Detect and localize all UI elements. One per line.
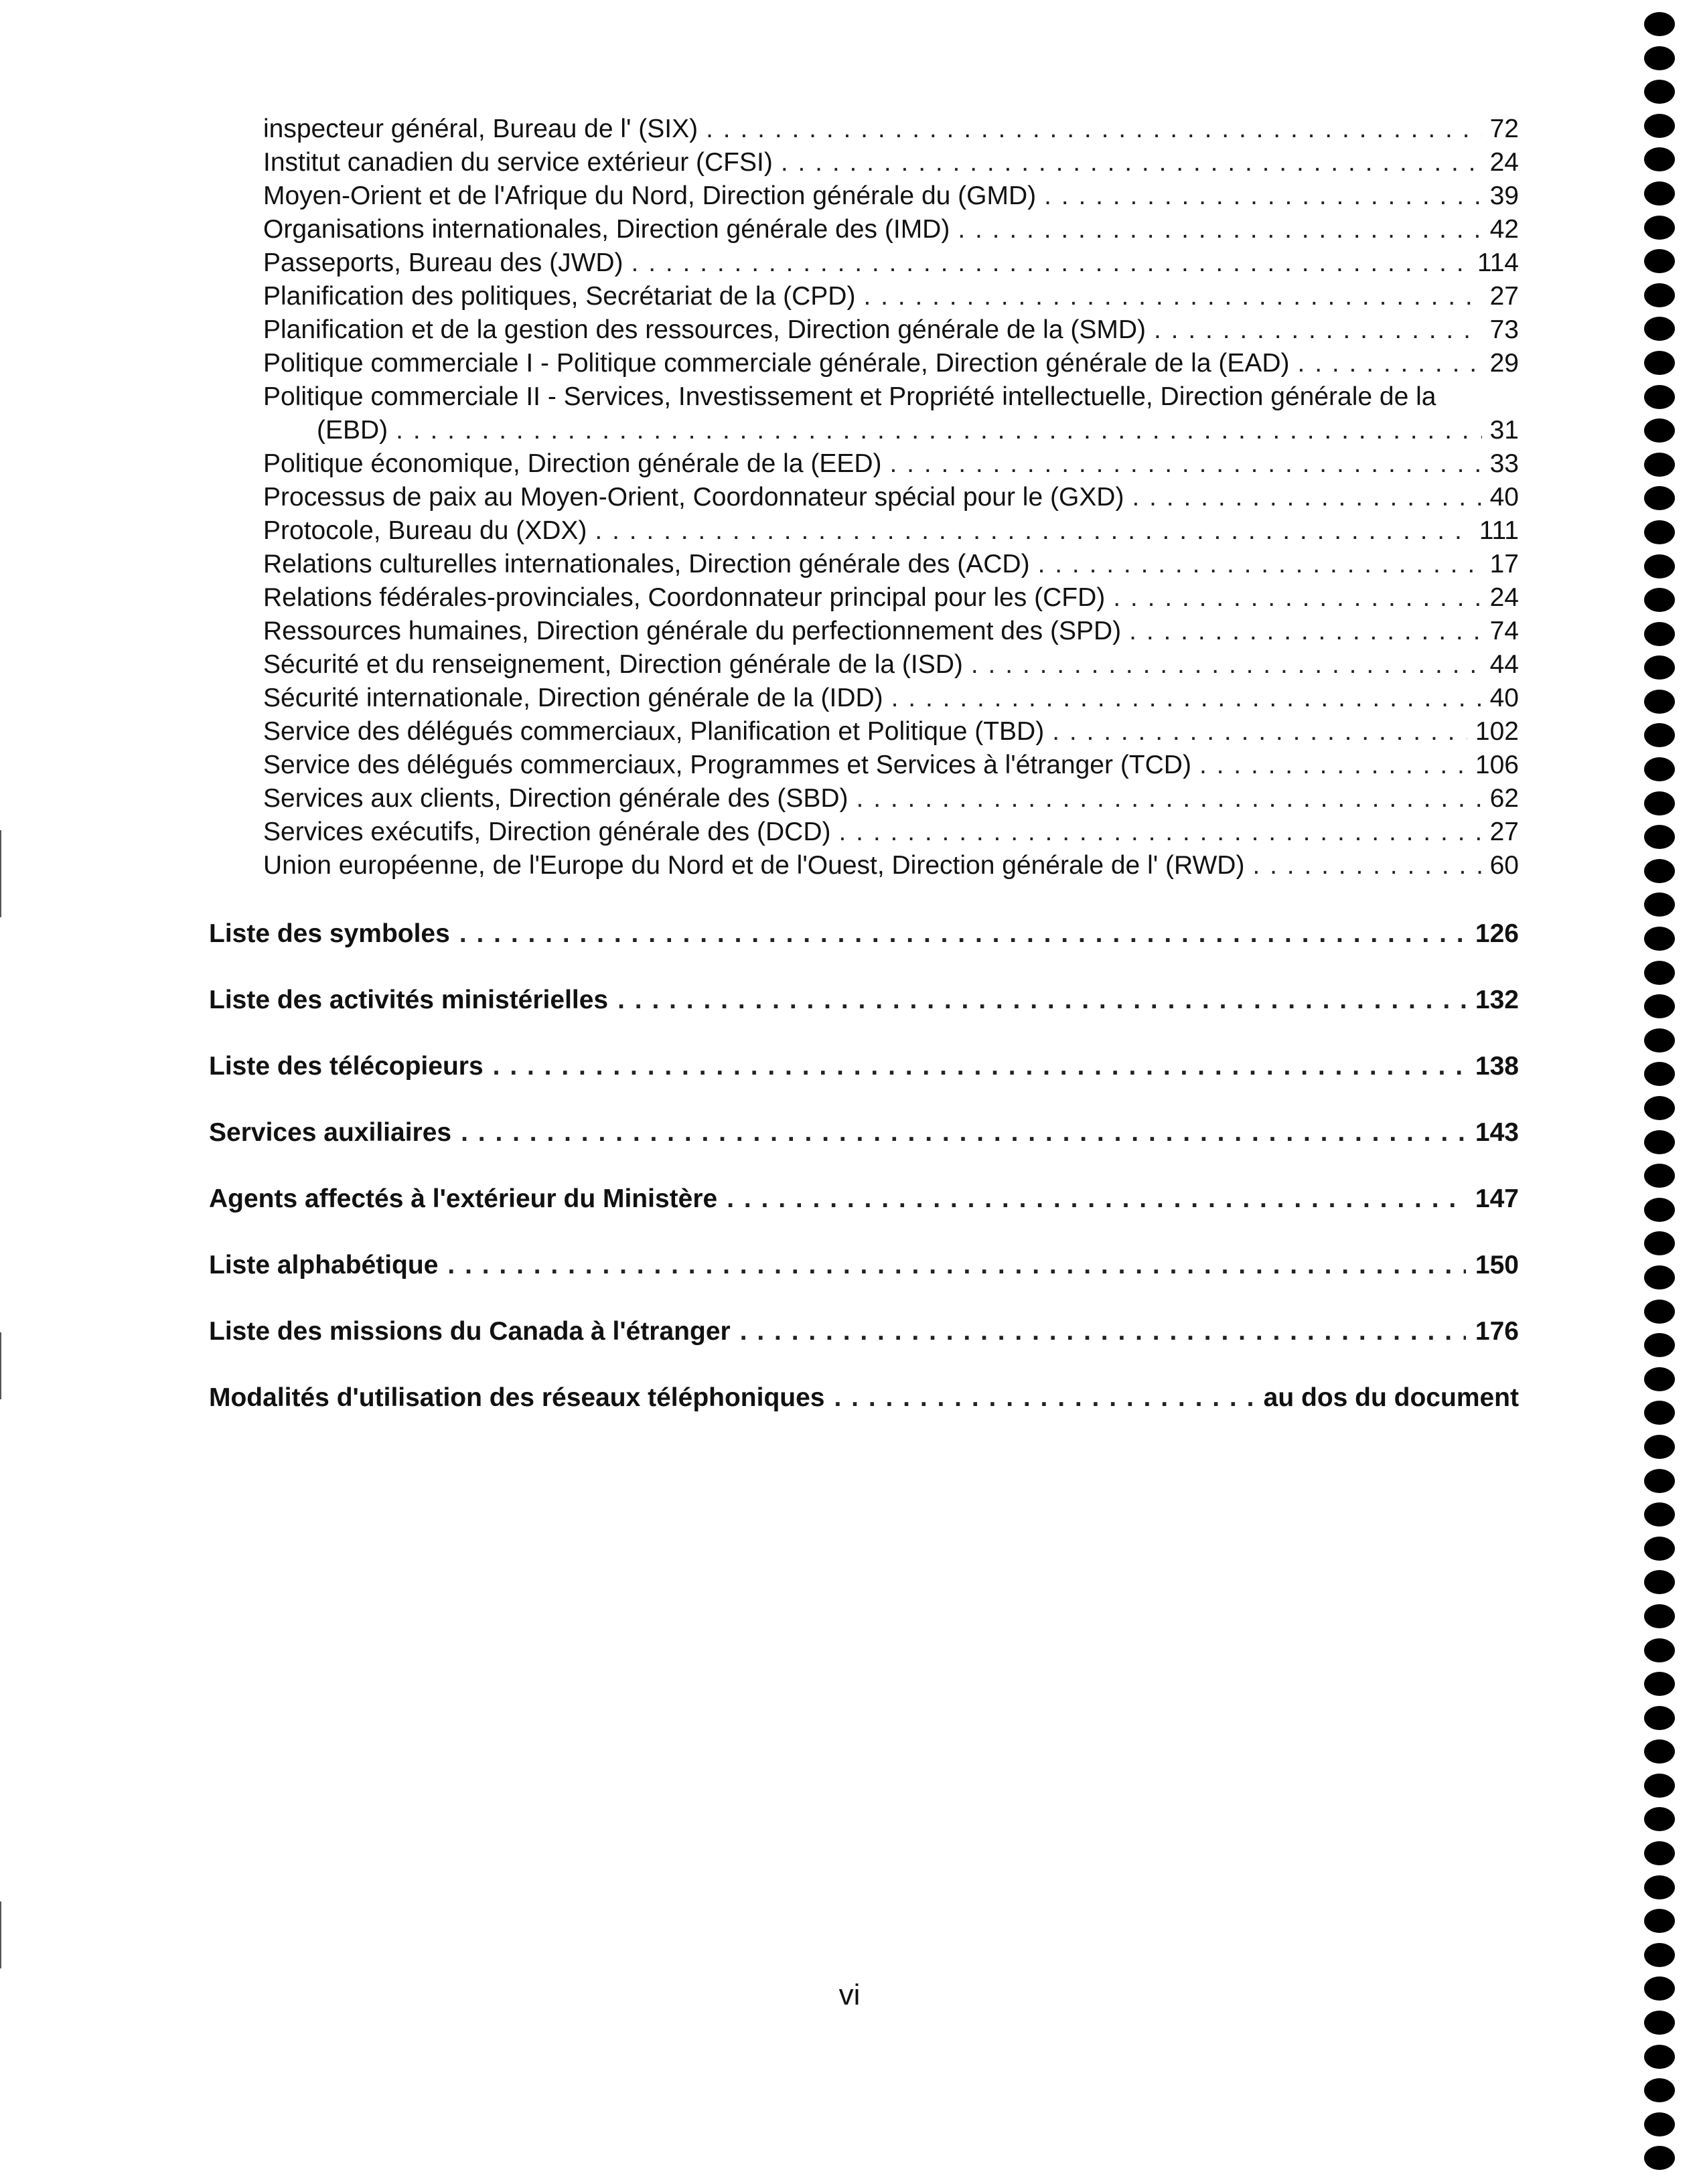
binding-holes: [1644, 12, 1682, 2180]
binding-hole: [1644, 1062, 1675, 1086]
binding-hole: [1644, 1537, 1675, 1561]
page-number: vi: [838, 1978, 861, 2011]
entry-page: 31: [1489, 416, 1519, 445]
binding-hole: [1644, 418, 1675, 443]
section-title: Liste des activités ministérielles: [209, 986, 609, 1014]
section-page: 176: [1475, 1317, 1519, 1346]
toc-section-alphabetique: [209, 1249, 1519, 1315]
binding-hole: [1644, 1231, 1675, 1255]
toc-section-telecopieurs: [209, 1050, 1519, 1116]
toc-entry-eed: [263, 447, 1519, 481]
entry-title: Planification des politiques, Secrétariat de la (CPD): [263, 282, 856, 311]
entry-page: 24: [1489, 148, 1519, 177]
dot-leader: [493, 1050, 1466, 1083]
entry-title: Processus de paix au Moyen-Orient, Coordonnateur spécial pour le (GXD): [263, 483, 1124, 512]
binding-hole: [1644, 453, 1675, 477]
binding-hole: [1644, 1706, 1675, 1730]
toc-entry-ebd: [263, 380, 1519, 447]
entry-title: Politique commerciale II - Services, Investissement et Propriété intellectuelle, Direction générale de la: [263, 382, 1436, 411]
binding-hole: [1644, 757, 1675, 781]
toc-main-sections: [209, 917, 1519, 1448]
binding-hole: [1644, 1469, 1675, 1493]
entry-page: 74: [1489, 617, 1519, 645]
dot-leader: [1298, 347, 1482, 380]
dot-leader: [1113, 581, 1481, 615]
dot-leader: [890, 447, 1482, 481]
binding-hole: [1644, 1672, 1675, 1696]
entry-title: Politique commerciale I - Politique commerciale générale, Direction générale de la (EAD): [263, 349, 1290, 378]
dot-leader: [447, 1249, 1466, 1282]
toc-sub-entries: [263, 112, 1519, 882]
binding-hole: [1644, 385, 1675, 409]
binding-hole: [1644, 2045, 1675, 2069]
toc-section-agents: [209, 1182, 1519, 1249]
dot-leader: [632, 246, 1469, 280]
entry-page: 39: [1489, 181, 1519, 210]
entry-title: Relations culturelles internationales, Direction générale des (ACD): [263, 550, 1030, 578]
entry-title: Protocole, Bureau du (XDX): [263, 516, 587, 545]
margin-scan-mark: [0, 830, 1, 917]
entry-title: Passeports, Bureau des (JWD): [263, 248, 623, 277]
binding-hole: [1644, 1909, 1675, 1933]
binding-hole: [1644, 825, 1675, 849]
toc-entry-spd: [263, 615, 1519, 648]
dot-leader: [863, 280, 1481, 313]
entry-title: Service des délégués commerciaux, Planification et Politique (TBD): [263, 717, 1045, 746]
binding-hole: [1644, 994, 1675, 1018]
section-page: 132: [1475, 986, 1519, 1014]
dot-leader: [1199, 749, 1467, 782]
entry-page: 27: [1489, 282, 1519, 311]
entry-page: 72: [1489, 114, 1519, 143]
binding-hole: [1644, 351, 1675, 375]
entry-title: Sécurité et du renseignement, Direction générale de la (ISD): [263, 650, 963, 679]
dot-leader: [1129, 615, 1481, 648]
binding-hole: [1644, 80, 1675, 104]
toc-section-services-auxiliaires: [209, 1116, 1519, 1182]
binding-hole: [1644, 2112, 1675, 2136]
section-page: 138: [1475, 1052, 1519, 1081]
binding-hole: [1644, 2146, 1675, 2170]
binding-hole: [1644, 1570, 1675, 1594]
toc-entry-idd: [263, 682, 1519, 715]
dot-leader: [727, 1182, 1466, 1216]
binding-hole: [1644, 1976, 1675, 2001]
toc-entry-cfd: [263, 581, 1519, 615]
toc-entry-sbd: [263, 782, 1519, 815]
section-title: Liste des symboles: [209, 919, 450, 948]
binding-hole: [1644, 1401, 1675, 1425]
binding-hole: [1644, 1502, 1675, 1527]
entry-page: 29: [1489, 349, 1519, 378]
toc-entry-imd: [263, 213, 1519, 246]
entry-title: Politique économique, Direction générale de la (EED): [263, 449, 882, 478]
dot-leader: [1132, 481, 1481, 514]
margin-scan-mark: [0, 1332, 1, 1399]
binding-hole: [1644, 1198, 1675, 1222]
entry-page: 40: [1489, 684, 1519, 712]
binding-hole: [1644, 1943, 1675, 1967]
toc-section-symboles: [209, 917, 1519, 984]
toc-entry-six: [263, 112, 1519, 146]
section-title: Services auxiliaires: [209, 1118, 452, 1147]
dot-leader: [834, 1381, 1254, 1415]
entry-page: 42: [1489, 215, 1519, 244]
entry-title: Ressources humaines, Direction générale du perfectionnement des (SPD): [263, 617, 1122, 645]
toc-section-reseaux: [209, 1381, 1519, 1448]
entry-title: Service des délégués commerciaux, Programmes et Services à l'étranger (TCD): [263, 751, 1191, 779]
section-page: au dos du document: [1263, 1383, 1519, 1412]
binding-hole: [1644, 655, 1675, 680]
binding-hole: [1644, 1841, 1675, 1865]
section-page: 126: [1475, 919, 1519, 948]
binding-hole: [1644, 554, 1675, 578]
toc-entry-gmd: [263, 179, 1519, 213]
toc-entry-xdx: [263, 514, 1519, 548]
binding-hole: [1644, 723, 1675, 747]
section-title: Liste des missions du Canada à l'étranger: [209, 1317, 731, 1346]
entry-title: Services aux clients, Direction générale des (SBD): [263, 784, 848, 813]
binding-hole: [1644, 181, 1675, 206]
section-page: 147: [1475, 1184, 1519, 1213]
toc-entry-gxd: [263, 481, 1519, 514]
toc-entry-dcd: [263, 815, 1519, 849]
binding-hole: [1644, 1333, 1675, 1357]
binding-hole: [1644, 317, 1675, 341]
toc-entry-cpd: [263, 280, 1519, 313]
toc-entry-cfsi: [263, 146, 1519, 179]
margin-scan-mark: [0, 1901, 1, 1968]
entry-page: 44: [1489, 650, 1519, 679]
binding-hole: [1644, 859, 1675, 883]
dot-leader: [617, 984, 1466, 1017]
binding-hole: [1644, 1875, 1675, 1899]
entry-page: 102: [1475, 717, 1519, 746]
dot-leader: [396, 414, 1481, 447]
binding-hole: [1644, 216, 1675, 240]
entry-title: Organisations internationales, Direction générale des (IMD): [263, 215, 950, 244]
entry-page: 111: [1479, 516, 1519, 545]
entry-title: Relations fédérales-provinciales, Coordonnateur principal pour les (CFD): [263, 583, 1106, 612]
dot-leader: [1052, 715, 1467, 749]
toc-entry-ead: [263, 347, 1519, 380]
binding-hole: [1644, 690, 1675, 714]
entry-page: 40: [1489, 483, 1519, 512]
binding-hole: [1644, 114, 1675, 138]
entry-page: 73: [1489, 315, 1519, 344]
binding-hole: [1644, 1164, 1675, 1188]
entry-title: Union européenne, de l'Europe du Nord et de l'Ouest, Direction générale de l' (RWD): [263, 851, 1245, 880]
section-title: Liste des télécopieurs: [209, 1052, 484, 1081]
dot-leader: [595, 514, 1471, 548]
binding-hole: [1644, 1739, 1675, 1764]
entry-title-continuation-row: [263, 414, 1519, 447]
binding-hole: [1644, 283, 1675, 307]
dot-leader: [1038, 548, 1482, 581]
section-title: Agents affectés à l'extérieur du Ministère: [209, 1184, 718, 1213]
dot-leader: [459, 917, 1466, 951]
binding-hole: [1644, 2011, 1675, 2035]
dot-leader: [461, 1116, 1466, 1150]
toc-entry-isd: [263, 648, 1519, 682]
entry-title: Sécurité internationale, Direction générale de la (IDD): [263, 684, 883, 712]
toc-entry-tcd: [263, 749, 1519, 782]
section-title: Liste alphabétique: [209, 1251, 439, 1279]
entry-page: 27: [1489, 817, 1519, 846]
binding-hole: [1644, 1435, 1675, 1459]
dot-leader: [1252, 849, 1481, 882]
toc-section-missions: [209, 1315, 1519, 1381]
entry-page: 33: [1489, 449, 1519, 478]
entry-title: inspecteur général, Bureau de l' (SIX): [263, 114, 698, 143]
binding-hole: [1644, 1028, 1675, 1052]
binding-hole: [1644, 520, 1675, 544]
dot-leader: [706, 112, 1481, 146]
binding-hole: [1644, 1604, 1675, 1628]
dot-leader: [839, 815, 1482, 849]
binding-hole: [1644, 1265, 1675, 1290]
toc-entry-smd: [263, 313, 1519, 347]
binding-hole: [1644, 2078, 1675, 2102]
toc-entry-jwd: [263, 246, 1519, 280]
binding-hole: [1644, 1130, 1675, 1154]
dot-leader: [1154, 313, 1482, 347]
dot-leader: [958, 213, 1481, 246]
entry-title: Institut canadien du service extérieur (CFSI): [263, 148, 773, 177]
dot-leader: [891, 682, 1482, 715]
binding-hole: [1644, 588, 1675, 612]
entry-title-continuation: (EBD): [317, 416, 388, 445]
binding-hole: [1644, 249, 1675, 273]
toc-entry-tbd: [263, 715, 1519, 749]
binding-hole: [1644, 927, 1675, 951]
dot-leader: [971, 648, 1482, 682]
toc-entry-acd: [263, 548, 1519, 581]
entry-page: 106: [1475, 751, 1519, 779]
binding-hole: [1644, 791, 1675, 815]
section-page: 143: [1475, 1118, 1519, 1147]
toc-section-activites: [209, 984, 1519, 1050]
entry-page: 114: [1477, 248, 1519, 277]
binding-hole: [1644, 1367, 1675, 1391]
entry-page: 62: [1489, 784, 1519, 813]
binding-hole: [1644, 622, 1675, 646]
binding-hole: [1644, 1300, 1675, 1324]
section-page: 150: [1475, 1251, 1519, 1279]
dot-leader: [740, 1315, 1466, 1348]
entry-title: Planification et de la gestion des ressources, Direction générale de la (SMD): [263, 315, 1147, 344]
binding-hole: [1644, 1774, 1675, 1798]
entry-page: 60: [1489, 851, 1519, 880]
entry-page: 17: [1489, 550, 1519, 578]
binding-hole: [1644, 12, 1675, 36]
entry-page: 24: [1489, 583, 1519, 612]
section-title: Modalités d'utilisation des réseaux téléphoniques: [209, 1383, 825, 1412]
dot-leader: [781, 146, 1482, 179]
entry-title: Services exécutifs, Direction générale des (DCD): [263, 817, 831, 846]
binding-hole: [1644, 486, 1675, 510]
binding-hole: [1644, 1096, 1675, 1120]
binding-hole: [1644, 961, 1675, 985]
binding-hole: [1644, 147, 1675, 171]
binding-hole: [1644, 1638, 1675, 1662]
toc-entry-rwd: [263, 849, 1519, 882]
binding-hole: [1644, 1807, 1675, 1831]
dot-leader: [857, 782, 1482, 815]
binding-hole: [1644, 892, 1675, 917]
dot-leader: [1044, 179, 1481, 213]
entry-title: Moyen-Orient et de l'Afrique du Nord, Direction générale du (GMD): [263, 181, 1037, 210]
binding-hole: [1644, 46, 1675, 70]
